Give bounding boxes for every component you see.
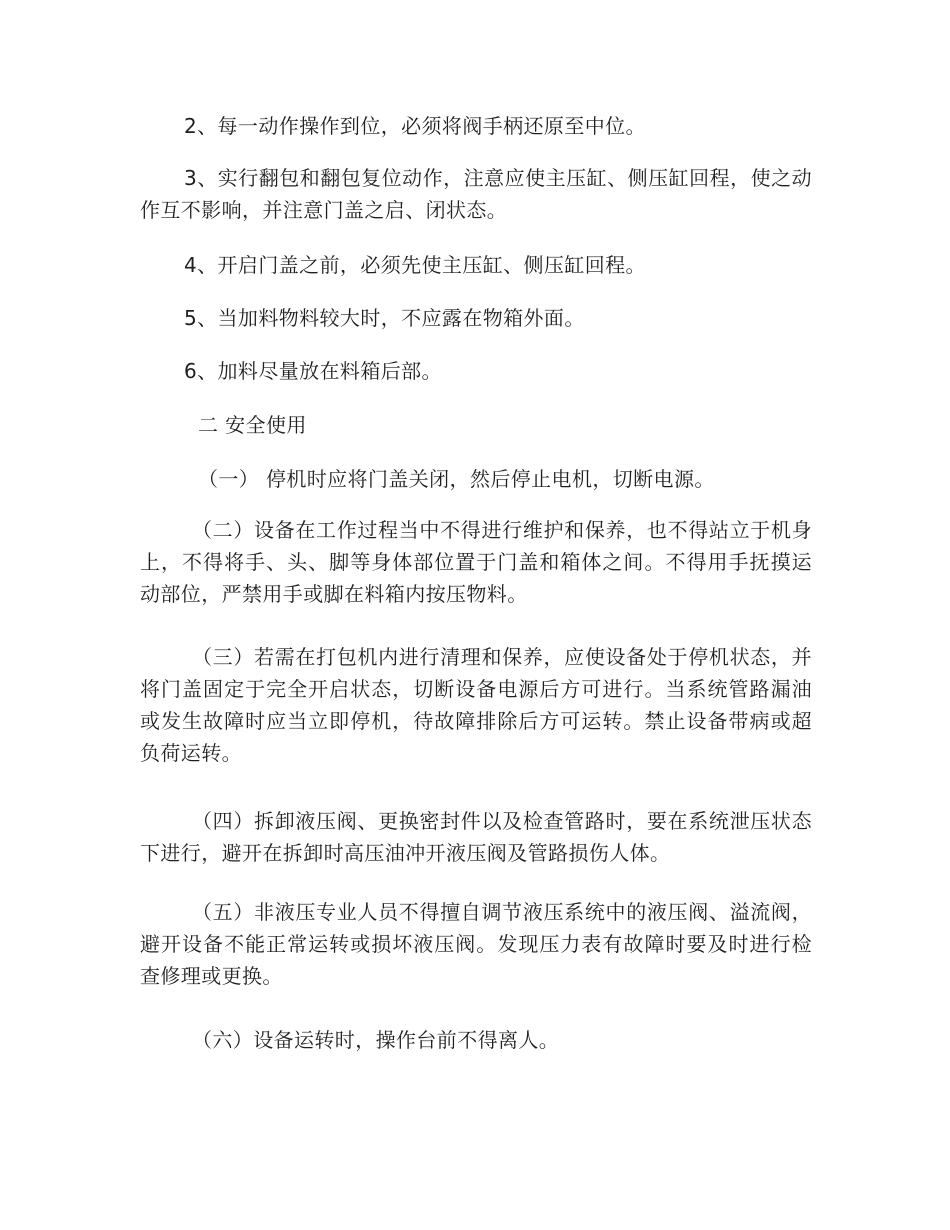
paragraph-step-5: 5、当加料物料较大时，不应露在物箱外面。 — [184, 306, 585, 330]
paragraph-safety-4: （四）拆卸液压阀、更换密封件以及检查管路时，要在系统泄压状态下进行，避开在拆卸时高压油冲开液压阀及管路损伤人体。 — [140, 809, 812, 865]
section-heading-safety: 二 安全使用 — [198, 413, 307, 437]
paragraph-safety-2: （二）设备在工作过程当中不得进行维护和保养，也不得站立于机身上，不得将手、头、脚等身体部位置于门盖和箱体之间。不得用手抚摸运动部位，严禁用手或脚在料箱内按压物料。 — [140, 518, 812, 606]
paragraph-step-3: 3、实行翻包和翻包复位动作，注意应使主压缸、侧压缸回程，使之动作互不影响，并注意门盖之启、闭状态。 — [140, 166, 812, 222]
paragraph-step-6: 6、加料尽量放在料箱后部。 — [184, 359, 442, 383]
paragraph-safety-6: （六）设备运转时，操作台前不得离人。 — [192, 1028, 560, 1052]
paragraph-safety-1: （一） 停机时应将门盖关闭，然后停止电机，切断电源。 — [198, 467, 715, 491]
paragraph-safety-3: （三）若需在打包机内进行清理和保养，应使设备处于停机状态，并将门盖固定于完全开启状态，切断设备电源后方可进行。当系统管路漏油或发生故障时应当立即停机，待故障排除后方可运转。禁止设备带病或超负荷运转。 — [140, 645, 812, 765]
paragraph-step-2: 2、每一动作操作到位，必须将阀手柄还原至中位。 — [184, 114, 646, 138]
paragraph-safety-5: （五）非液压专业人员不得擅自调节液压系统中的液压阀、溢流阀，避开设备不能正常运转或损坏液压阀。发现压力表有故障时要及时进行检查修理或更换。 — [140, 900, 812, 988]
paragraph-step-4: 4、开启门盖之前，必须先使主压缸、侧压缸回程。 — [184, 253, 646, 277]
